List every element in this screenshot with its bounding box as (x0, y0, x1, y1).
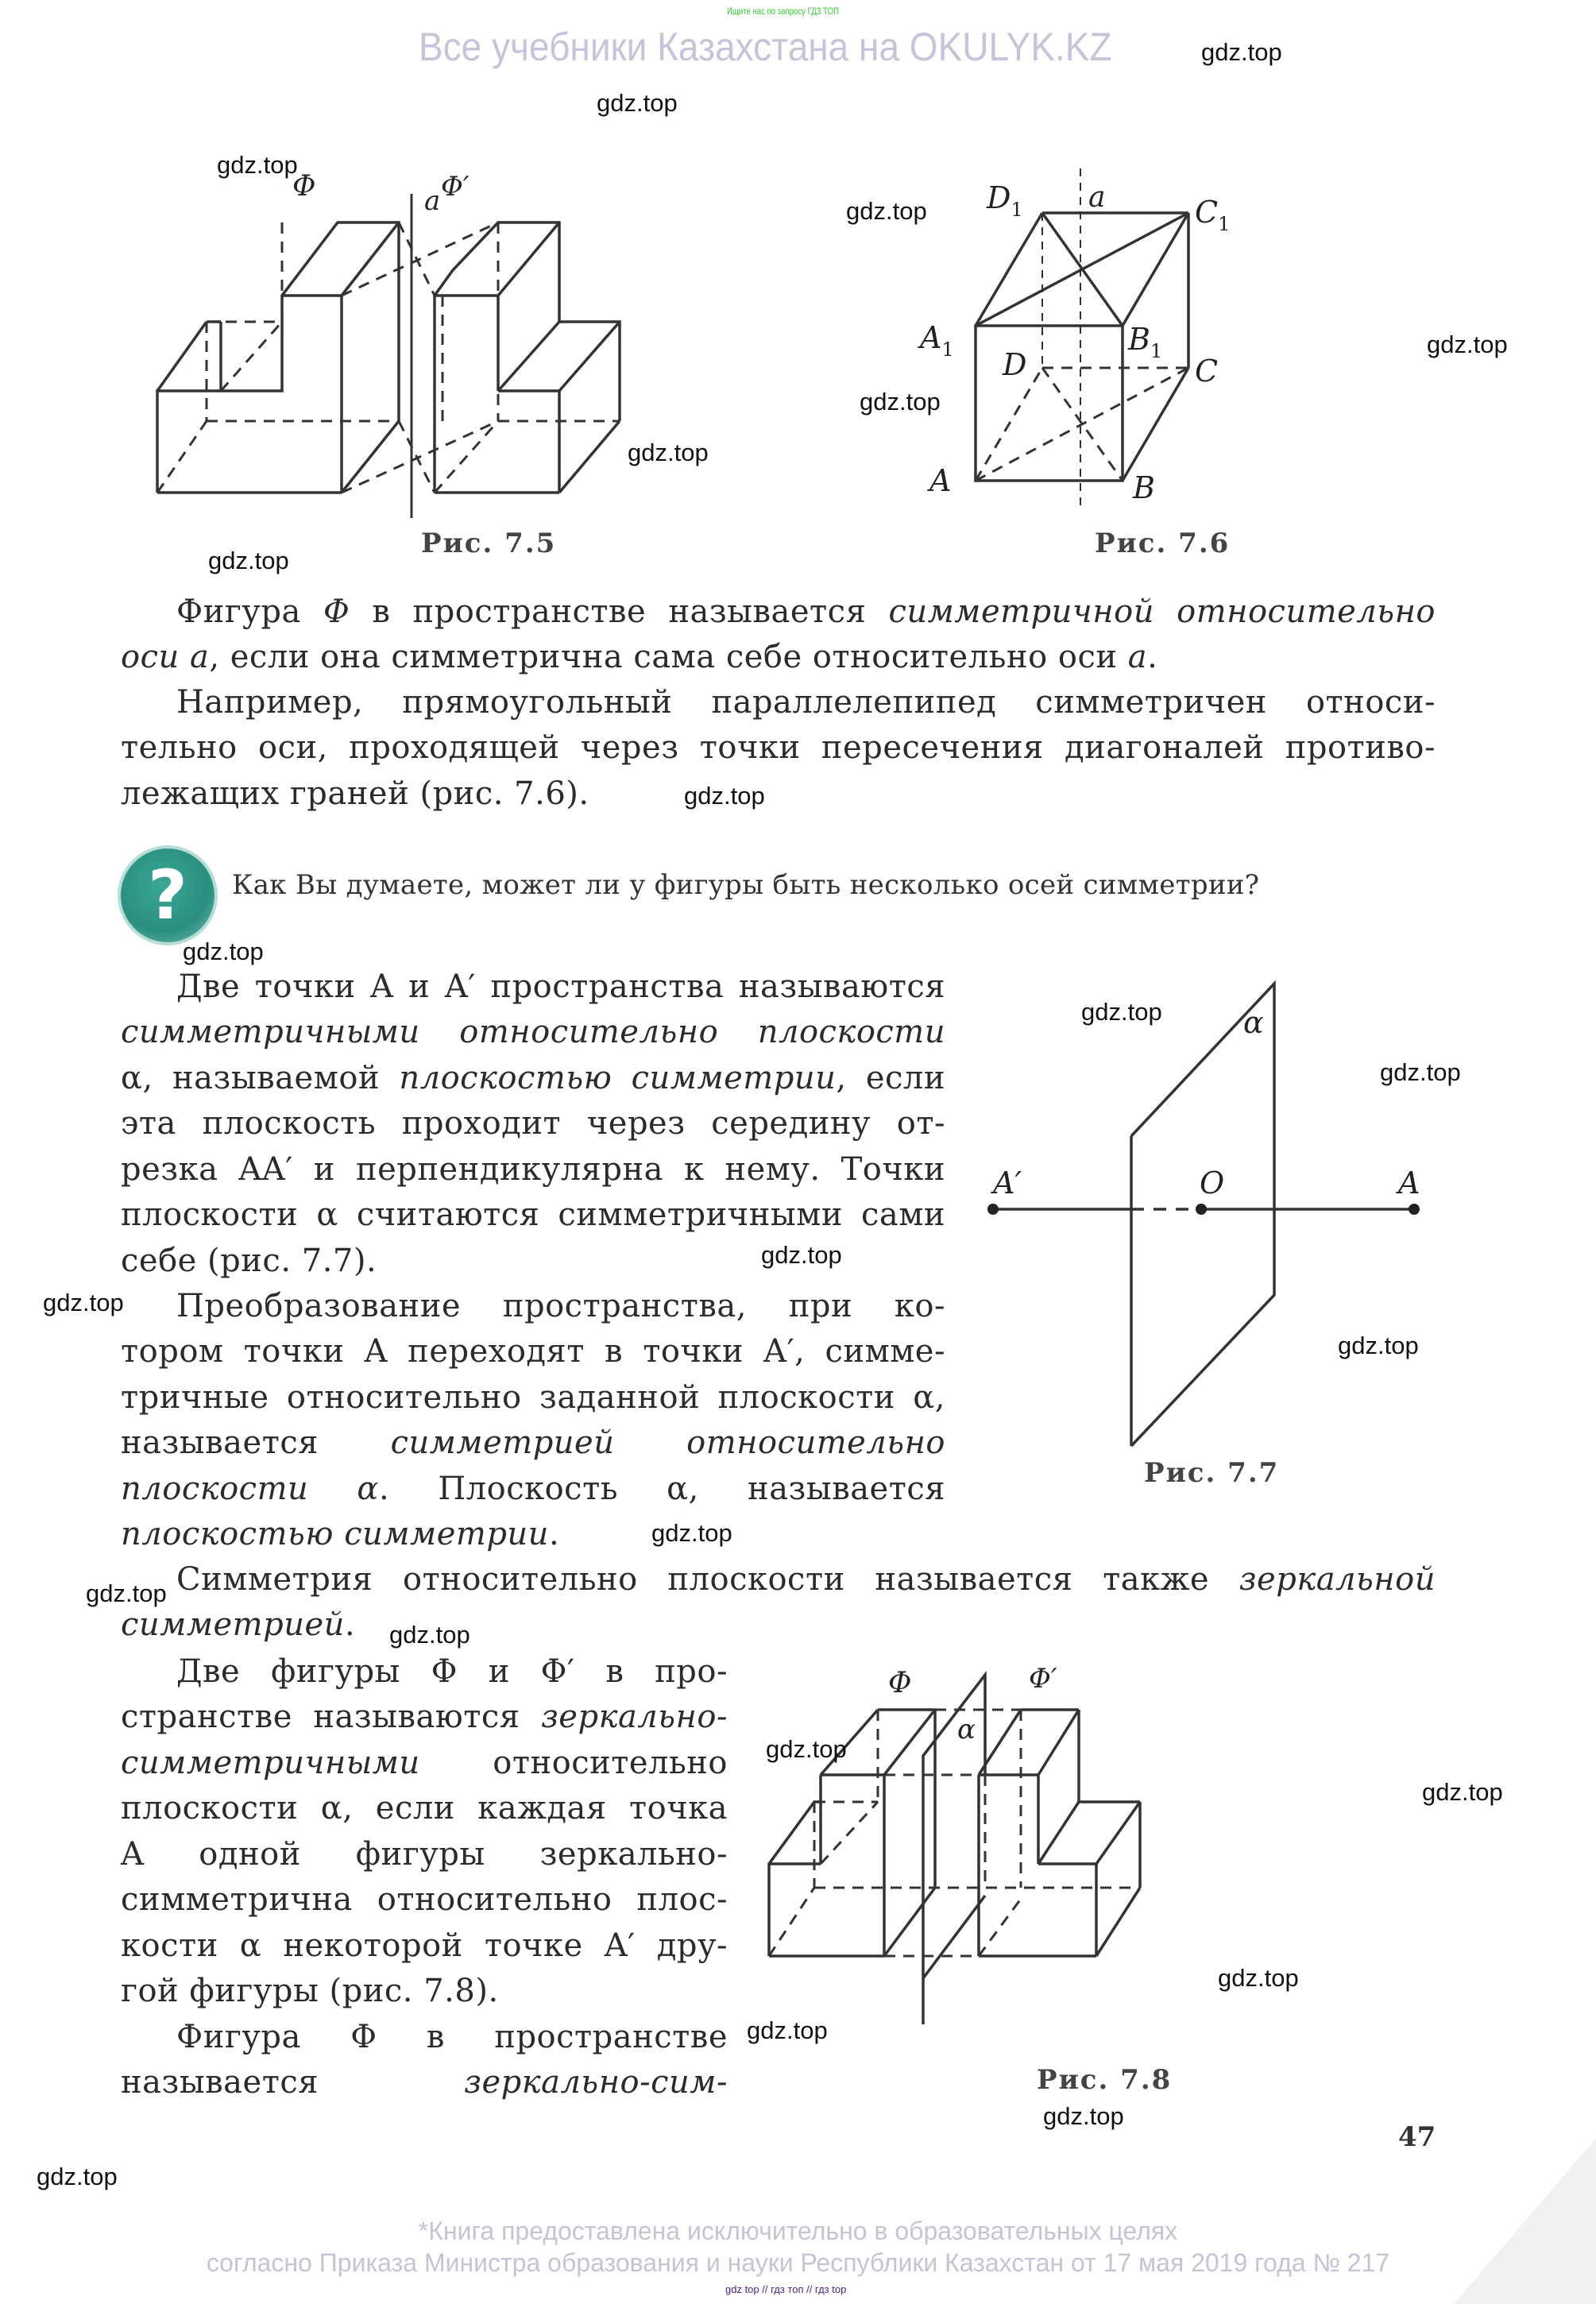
figure-7-6-drawing (914, 159, 1438, 524)
watermark-gdz-top: gdz.top (389, 1621, 470, 1649)
watermark-gdz-top: gdz.top (1201, 38, 1282, 66)
okulyk-banner[interactable]: Все учебники Казахстана на OKULYK.KZ (419, 25, 1112, 69)
label-phi-prime: Φ′ (1029, 1663, 1057, 1695)
caption-fig-7-8: Рис. 7.8 (1037, 2064, 1173, 2096)
watermark-gdz-top: gdz.top (1422, 1778, 1503, 1806)
watermark-gdz-top: gdz.top (761, 1241, 842, 1269)
watermark-gdz-top: gdz.top (1218, 1964, 1299, 1992)
question-icon: ? (121, 849, 214, 942)
paragraph-mirror-symmetry-cont: симметрией. (121, 1606, 356, 1643)
paragraph-mirror-figures: Две фигуры Φ и Φ′ в про- (176, 1653, 728, 1690)
paragraph-transformation: Преобразование пространства, при ко- (176, 1288, 945, 1324)
label-B1: $B_1$ (1128, 322, 1163, 362)
figure-7-5-drawing (151, 159, 818, 556)
watermark-gdz-top: gdz.top (1380, 1058, 1461, 1086)
paragraph-example-cont: тельно оси, проходящей через точки пересечения диагоналей противо- лежащих граней (рис. 7.6). (121, 729, 1436, 812)
figure-7-6 (914, 159, 1438, 528)
paragraph-transformation-cont: тором точки A переходят в точки A′, симме- тричные относительно заданной плоскости α, называется симметрией относительно плоскости α. Плоскость α, называется плоскостью симметрии. (121, 1333, 945, 1552)
label-D1: $D_1$ (987, 180, 1023, 221)
label-C1: $C_1$ (1195, 195, 1231, 235)
label-phi: Φ (888, 1667, 912, 1699)
watermark-gdz-top: gdz.top (183, 937, 264, 965)
label-B: B (1133, 470, 1155, 505)
watermark-gdz-top: gdz.top (1043, 2102, 1124, 2130)
label-D: D (1003, 347, 1027, 382)
label-phi-prime: Φ′ (441, 171, 470, 203)
paragraph-mirror-symmetry: Симметрия относительно плоскости называется также зеркальной (176, 1561, 1436, 1598)
label-alpha: α (1243, 1005, 1264, 1040)
watermark-gdz-top: gdz.top (846, 197, 927, 225)
watermark-gdz-top: gdz.top (597, 89, 678, 117)
label-axis-a: a (424, 185, 441, 217)
watermark-gdz-top: gdz.top (1338, 1332, 1419, 1359)
label-C: C (1195, 354, 1219, 389)
label-a: a (1088, 181, 1106, 214)
label-o: O (1200, 1166, 1225, 1200)
figure-7-8 (755, 1663, 1438, 2037)
watermark-gdz-top: gdz.top (651, 1519, 732, 1547)
watermark-gdz-top: gdz.top (43, 1289, 124, 1316)
paragraph-plane-symmetry: Две точки A и A′ пространства называются (176, 968, 945, 1005)
label-a: A (1398, 1166, 1420, 1200)
watermark-gdz-top: gdz.top (684, 782, 765, 810)
watermark-gdz-top: gdz.top (1081, 998, 1162, 1026)
caption-fig-7-7: Рис. 7.7 (1144, 1457, 1280, 1489)
footer-disclaimer-line2: согласно Приказа Министра образования и науки Республики Казахстан от 17 мая 2019 года № 217 (206, 2248, 1390, 2277)
page-number: 47 (1398, 2121, 1436, 2153)
watermark-gdz-top: gdz.top (208, 547, 289, 574)
caption-fig-7-5: Рис. 7.5 (421, 528, 557, 559)
paragraph-mirror-figure-def-cont: называется зеркально-сим- (121, 2064, 728, 2101)
watermark-gdz-top: gdz.top (86, 1579, 167, 1607)
label-a-prime: A′ (993, 1166, 1022, 1200)
caption-fig-7-6: Рис. 7.6 (1095, 528, 1231, 559)
label-alpha: α (957, 1714, 976, 1745)
paragraph-axis-symmetry: Фигура Φ в пространстве называется симметричной относительно (176, 593, 1436, 630)
figure-7-8-drawing (755, 1663, 1438, 2034)
watermark-gdz-top: gdz.top (747, 2016, 828, 2044)
paragraph-plane-symmetry-cont: симметричными относительно плоскости α, называемой плоскостью симметрии, если эта плоскость проходит через середину от- резка AA′ и перпендикулярна к нему. Точки плоскости α считаются симметричными сами себе (рис. 7.7). (121, 1014, 945, 1279)
label-phi: Φ (292, 170, 316, 203)
footer-links[interactable]: gdz top // гдз топ // гдз top (725, 2283, 847, 2295)
watermark-gdz-top: gdz.top (37, 2163, 118, 2190)
paragraph-example: Например, прямоугольный параллелепипед симметричен относи- (176, 684, 1436, 721)
footer-disclaimer-line1: *Книга предоставлена исключительно в образовательных целях (418, 2217, 1178, 2245)
point-a-prime (987, 1204, 999, 1215)
watermark-gdz-top: gdz.top (628, 439, 709, 466)
watermark-gdz-top: gdz.top (217, 151, 298, 179)
watermark-gdz-top: gdz.top (860, 388, 941, 416)
paragraph-axis-symmetry-cont: оси a, если она симметрична сама себе относительно оси a. (121, 639, 1158, 675)
search-hint: Ищите нас по запросу ГДЗ ТОП (727, 6, 839, 17)
point-o (1196, 1204, 1207, 1215)
label-A1: $A_1$ (920, 320, 954, 361)
watermark-gdz-top: gdz.top (766, 1735, 847, 1763)
point-a (1409, 1204, 1420, 1215)
question-text: Как Вы думаете, может ли у фигуры быть несколько осей симметрии? (232, 869, 1260, 901)
watermark-gdz-top: gdz.top (1427, 331, 1508, 358)
figure-7-5 (151, 159, 818, 559)
paragraph-mirror-figures-cont: странстве называются зеркально- симметричными относительно плоскости α, если каждая точка A одной фигуры зеркально- симметрична относительно плос- кости α некоторой точке A′ дру- гой фигуры (рис. 7.8). (121, 1699, 728, 2009)
paragraph-mirror-figure-def: Фигура Φ в пространстве (176, 2019, 728, 2055)
label-A: A (929, 463, 952, 498)
